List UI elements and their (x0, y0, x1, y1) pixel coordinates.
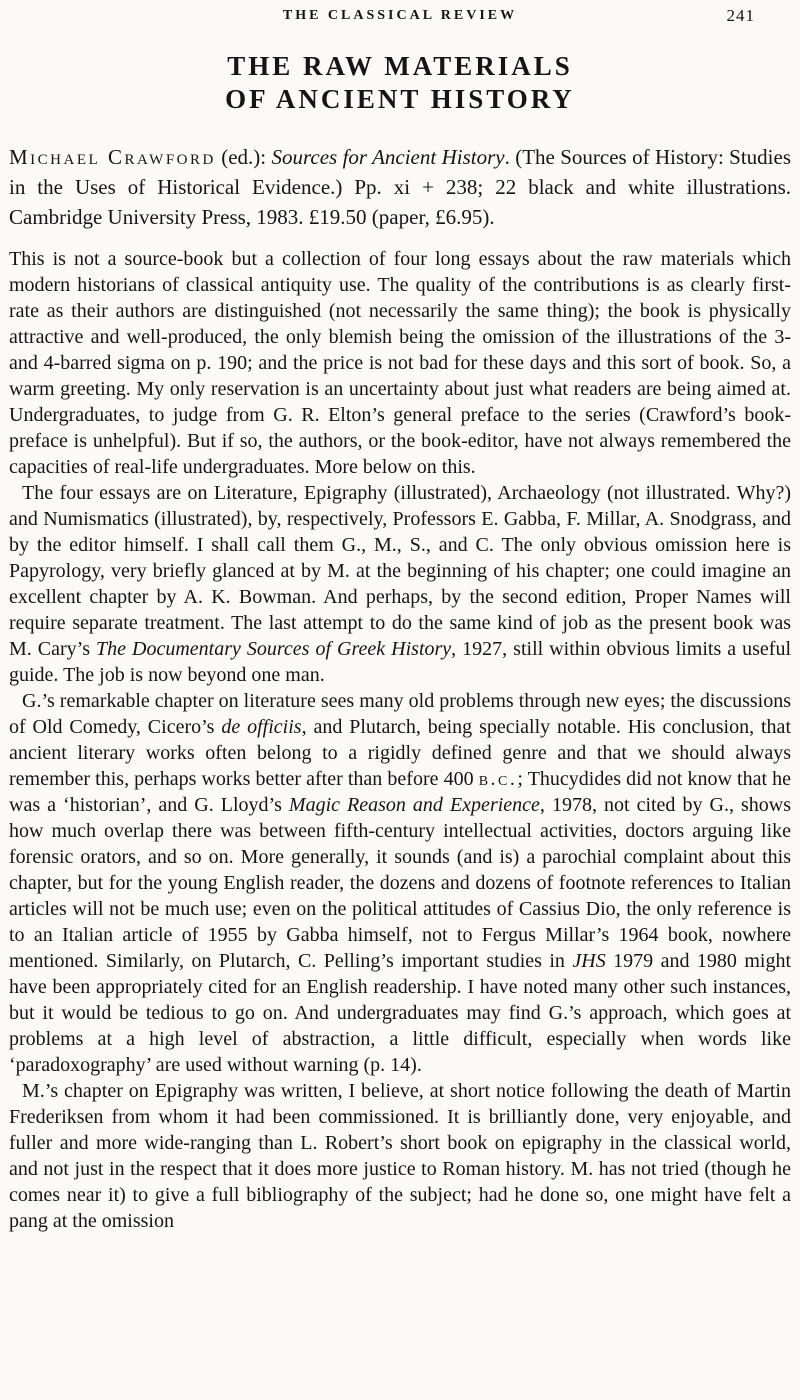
paragraph (9, 688, 791, 1078)
journal-title: THE CLASSICAL REVIEW (282, 8, 518, 23)
text-segment: ; Thucydides did not know that he was a ‘historian’, and G. Lloyd’s (9, 768, 791, 816)
paragraph (9, 1078, 791, 1234)
text-segment: 1979 and 1980 might have been appropriately cited for an English readership. I have noted many other such instances, but it would be tedious to go on. And undergraduates may find G.’s approach, which goes at problems at a high level of abstraction, a little difficult, especially when words like ‘paradoxography’ are used without warning (p. 14). (9, 950, 791, 1076)
text-segment: (ed.): (215, 145, 272, 169)
smallcaps-text: Michael Crawford (9, 145, 216, 169)
book-citation (9, 142, 791, 232)
text-segment: , and Plutarch, being specially notable. His conclusion, that ancient literary works often belong to a rigidly defined genre and that we should always remember this, perhaps works better after than before 400 (9, 716, 791, 790)
text-segment: , 1927, still within obvious limits a useful guide. The job is now beyond one man. (9, 638, 792, 686)
italic-text: The Documentary Sources of Greek History (96, 638, 452, 660)
article-title-line-1: THE RAW MATERIALS (227, 51, 573, 81)
paragraph (9, 246, 791, 480)
text-segment: . (The Sources of History: Studies in the Uses of Historical Evidence.) Pp. xi + 238; 22 black and white illustrations. Cambridge University Press, 1983. £19.50 (paper, £6.95). (9, 145, 791, 229)
text-segment: This is not a source-book but a collection of four long essays about the raw materials which modern historians of classical antiquity use. The quality of the contributions is as clearly first-rate as their authors are distinguished (not necessarily the same thing); the book is physically attractive and well-produced, the only blemish being the omission of the illustrations of the 3- and 4-barred sigma on p. 190; and the price is not bad for these days and this sort of book. So, a warm greeting. My only reservation is an uncertainty about just what readers are being aimed at. Undergraduates, to judge from G. R. Elton’s general preface to the series (Crawford’s book-preface is unhelpful). But if so, the authors, or the book-editor, have not always remembered the capacities of real-life undergraduates. More below on this. (9, 248, 791, 478)
page-number: 241 (726, 6, 755, 25)
page-header (9, 6, 791, 28)
article-title-line-2: OF ANCIENT HISTORY (225, 84, 575, 114)
italic-text: JHS (572, 950, 606, 972)
italic-text: Magic Reason and Experience (288, 794, 540, 816)
italic-text: Sources for Ancient History (271, 145, 505, 169)
italic-text: de officiis (221, 716, 302, 738)
article-body (9, 246, 791, 1234)
paragraph (9, 480, 791, 688)
text-segment: The four essays are on Literature, Epigraphy (illustrated), Archaeology (not illustrated. Why?) and Numismatics (illustrated), by, respectively, Professors E. Gabba, F. Millar, A. Snodgrass, and by the editor himself. I shall call them G., M., S., and C. The only obvious omission here is Papyrology, very briefly glanced at by M. at the beginning of his chapter; one could imagine an excellent chapter by A. K. Bowman. And perhaps, by the second edition, Proper Names will require separate treatment. The last attempt to do the same kind of job as the present book was M. Cary’s (9, 482, 791, 660)
text-segment: G.’s remarkable chapter on literature sees many old problems through new eyes; the discussions of Old Comedy, Cicero’s (9, 690, 791, 738)
smallcaps-text: b.c. (478, 768, 518, 790)
text-segment: M.’s chapter on Epigraphy was written, I believe, at short notice following the death of Martin Frederiksen from whom it had been commissioned. It is brilliantly done, very enjoyable, and fuller and more wide-ranging than L. Robert’s short book on epigraphy in the classical world, and not just in the respect that it does more justice to Roman history. M. has not tried (though he comes near it) to give a full bibliography of the subject; had he done so, one might have felt a pang at the omission (9, 1080, 791, 1232)
text-segment: , 1978, not cited by G., shows how much overlap there was between fifth-century intellectual activities, doctors arguing like forensic orators, and so on. More generally, it sounds (and is) a parochial complaint about this chapter, but for the young English reader, the dozens and dozens of footnote references to Italian articles will not be much use; even on the political attitudes of Cassius Dio, the only reference is to an Italian article of 1955 by Gabba himself, not to Fergus Millar’s 1964 book, nowhere mentioned. Similarly, on Plutarch, C. Pelling’s important studies in (9, 794, 791, 972)
article-title (9, 50, 791, 116)
